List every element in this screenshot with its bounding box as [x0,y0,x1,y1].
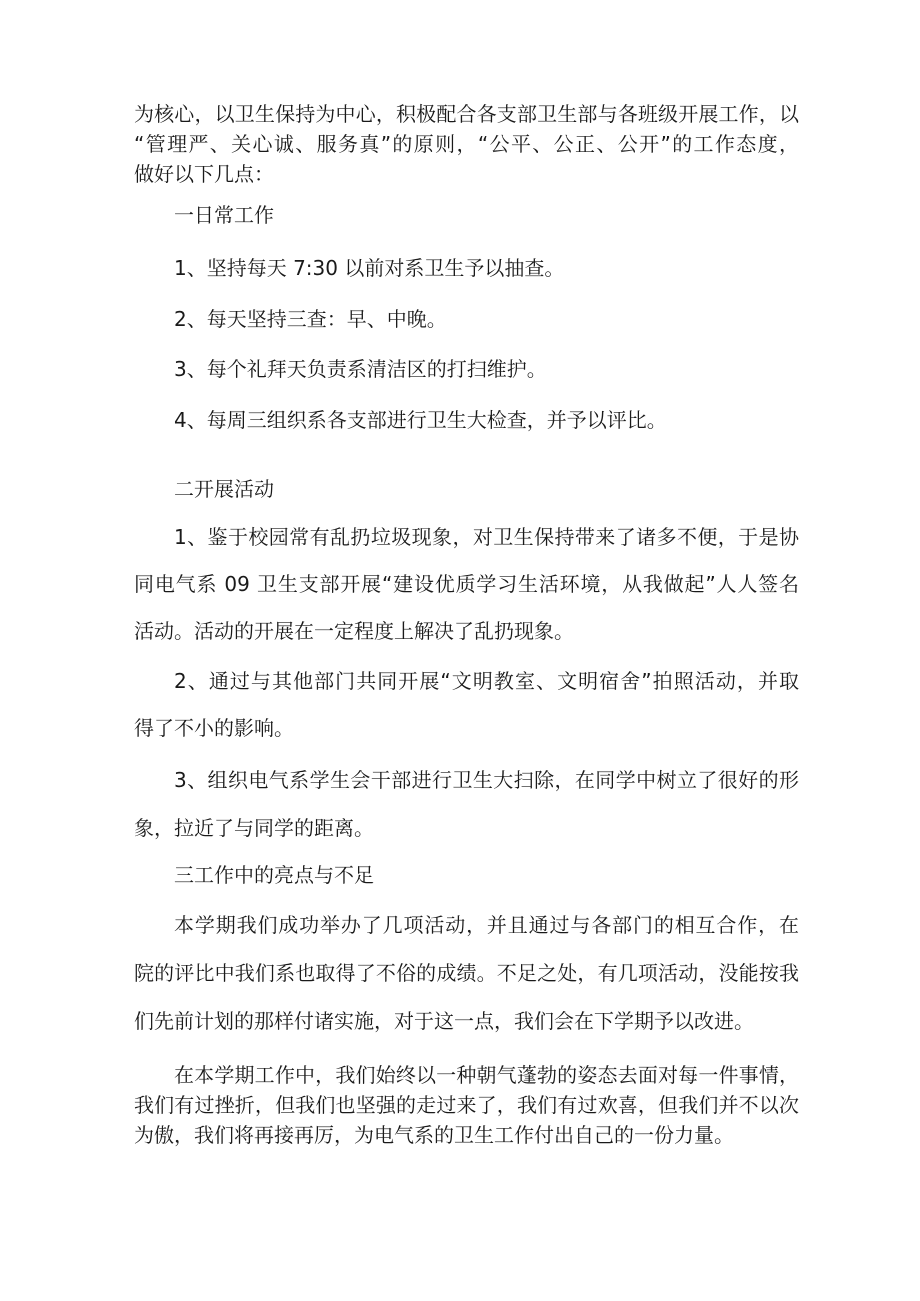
section2-item2-line-1: 2、通过与其他部门共同开展“文明教室、文明宿舍”拍照活动，并取 [174,669,799,693]
section3-para-line-2: 院的评比中我们系也取得了不俗的成绩。不足之处，有几项活动，没能按我 [134,961,799,985]
section1-item-1: 1、坚持每天 7:30 以前对系卫生予以抽查。 [174,256,565,280]
closing-line-2: 我们有过挫折，但我们也坚强的走过来了，我们有过欢喜，但我们并不以次 [134,1093,799,1117]
section2-item3-line-1: 3、组织电气系学生会干部进行卫生大扫除，在同学中树立了很好的形 [174,768,799,792]
intro-line-3: 做好以下几点： [134,162,274,186]
intro-line-1: 为核心，以卫生保持为中心，积极配合各支部卫生部与各班级开展工作，以 [134,102,799,126]
section2-item3-line-2: 象，拉近了与同学的距离。 [134,816,374,840]
closing-line-1: 在本学期工作中，我们始终以一种朝气蓬勃的姿态去面对每一件事情， [174,1063,799,1087]
section2-item1-line-1: 1、鉴于校园常有乱扔垃圾现象，对卫生保持带来了诸多不便，于是协 [174,525,799,549]
section2-item2-line-2: 得了不小的影响。 [134,716,294,740]
section2-item1-line-2: 同电气系 09 卫生支部开展“建设优质学习生活环境，从我做起”人人签名 [134,572,799,596]
section2-heading: 二开展活动 [174,477,274,501]
section1-item-4: 4、每周三组织系各支部进行卫生大检查，并予以评比。 [174,408,667,432]
section3-heading: 三工作中的亮点与不足 [174,863,374,887]
intro-line-2: “管理严、关心诚、服务真”的原则，“公平、公正、公开”的工作态度， [134,132,799,156]
closing-line-3: 为傲，我们将再接再厉，为电气系的卫生工作付出自己的一份力量。 [134,1123,734,1147]
section1-item-3: 3、每个礼拜天负责系清洁区的打扫维护。 [174,357,547,381]
section2-item1-line-3: 活动。活动的开展在一定程度上解决了乱扔现象。 [134,619,574,643]
section1-heading: 一日常工作 [174,203,274,227]
section3-para-line-1: 本学期我们成功举办了几项活动，并且通过与各部门的相互合作，在 [174,913,799,937]
section3-para-line-3: 们先前计划的那样付诸实施，对于这一点，我们会在下学期予以改进。 [134,1009,754,1033]
section1-item-2: 2、每天坚持三查：早、中晚。 [174,307,447,331]
